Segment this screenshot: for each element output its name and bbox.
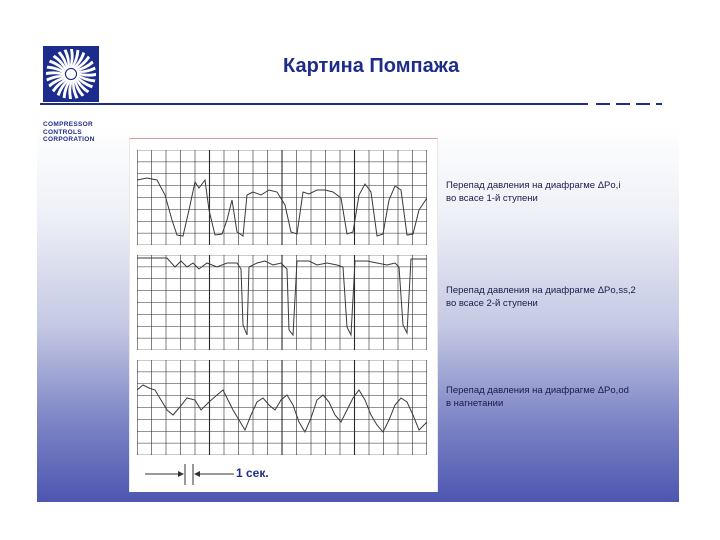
pressure-trace-chart-1 xyxy=(137,150,427,245)
title-underline-dash xyxy=(616,103,630,105)
trace-label-line: Перепад давления на диафрагме ΔPo,i xyxy=(446,180,621,191)
title-underline-dash xyxy=(636,103,650,105)
slide-title: Картина Помпажа xyxy=(283,55,460,77)
pressure-trace-chart-3 xyxy=(137,360,427,455)
title-underline xyxy=(40,103,588,105)
trace-label-2 xyxy=(446,284,636,310)
time-scale-label: 1 сек. xyxy=(236,466,269,480)
trace-label-line: Перепад давления на диафрагме ΔPo,od xyxy=(446,385,629,396)
trace-label-line: в нагнетании xyxy=(446,398,504,409)
trace-label-line: во всасе 2-й ступени xyxy=(446,298,538,309)
company-name-line: COMPRESSOR xyxy=(43,121,93,128)
company-name-line: CORPORATION xyxy=(43,136,95,143)
company-logo xyxy=(43,46,99,102)
title-underline-dash xyxy=(596,103,610,105)
trace-label-3 xyxy=(446,384,629,410)
pressure-trace-chart-2 xyxy=(137,255,427,350)
time-scale-marker xyxy=(140,458,240,488)
trace-label-1 xyxy=(446,179,620,205)
company-name xyxy=(43,121,95,144)
title-underline-dash xyxy=(656,103,662,105)
turbine-logo-icon xyxy=(43,46,99,102)
trace-label-line: во всасе 1-й ступени xyxy=(446,193,538,204)
arrowhead-left-icon xyxy=(194,471,200,477)
company-name-line: CONTROLS xyxy=(43,128,82,136)
arrowhead-right-icon xyxy=(178,471,184,477)
trace-label-line: Перепад давления на диафрагме ΔPo,ss,2 xyxy=(446,285,636,296)
